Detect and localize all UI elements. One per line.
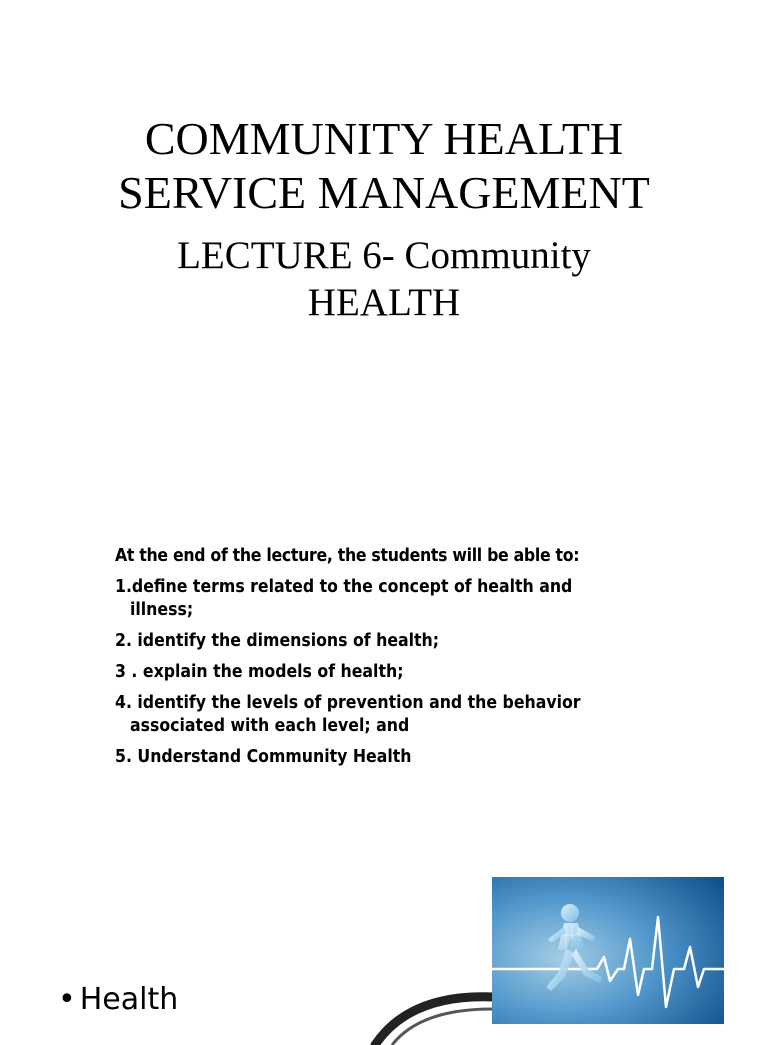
objective-4-line-1: 4. identify the levels of prevention and the behavior bbox=[115, 693, 581, 713]
objective-item bbox=[115, 661, 623, 684]
objective-1-line-2: illness; bbox=[130, 600, 194, 620]
subtitle-line-2: HEALTH bbox=[307, 281, 461, 324]
bullet-icon: • bbox=[58, 982, 76, 1017]
slide-subtitle bbox=[0, 232, 768, 326]
objective-2-text: 2. identify the dimensions of health; bbox=[115, 631, 440, 651]
objective-4-line-2: associated with each level; and bbox=[130, 716, 410, 736]
objective-item bbox=[115, 576, 623, 622]
objective-item bbox=[115, 692, 623, 738]
title-line-2: SERVICE MANAGEMENT bbox=[118, 167, 650, 218]
title-line-1: COMMUNITY HEALTH bbox=[144, 113, 624, 164]
objective-1-line-1: 1.define terms related to the concept of health and bbox=[115, 577, 573, 597]
objective-3-text: 3 . explain the models of health; bbox=[115, 662, 404, 682]
objective-item bbox=[115, 630, 623, 653]
bullet-label: Health bbox=[79, 982, 179, 1017]
stethoscope-arc-icon bbox=[370, 985, 500, 1045]
objectives-intro: At the end of the lecture, the students will be able to: bbox=[115, 546, 580, 566]
bullet-health bbox=[58, 980, 178, 1020]
objective-item bbox=[115, 746, 623, 769]
health-runner-heartbeat-image bbox=[492, 877, 724, 1024]
subtitle-line-1: LECTURE 6- Community bbox=[177, 234, 591, 277]
slide-title bbox=[0, 112, 768, 220]
learning-objectives bbox=[115, 545, 623, 769]
objective-5-text: 5. Understand Community Health bbox=[115, 747, 412, 767]
